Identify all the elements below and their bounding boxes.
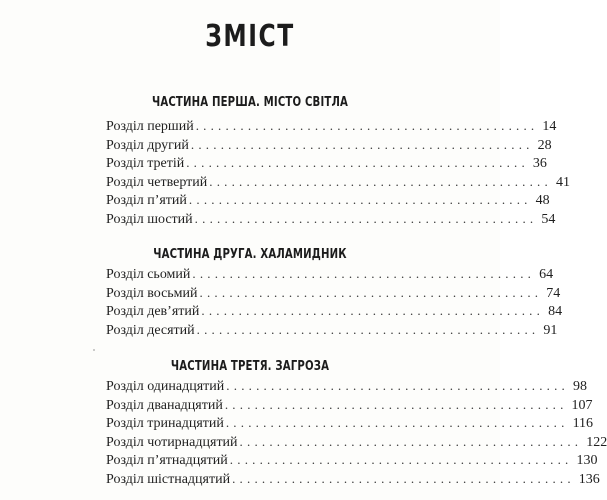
- entry-label: Розділ одинадцятий: [106, 379, 225, 394]
- entry-label: Розділ восьмий: [106, 285, 198, 301]
- entry-label: Розділ третій: [106, 156, 185, 172]
- toc-entry[interactable]: [106, 302, 563, 321]
- toc-entry[interactable]: [106, 321, 558, 340]
- entry-label: Розділ п’ятнадцятий: [106, 453, 228, 469]
- toc-entry[interactable]: [106, 265, 554, 284]
- toc-entry[interactable]: [106, 210, 556, 229]
- entry-page-number: 84: [548, 304, 563, 320]
- dot-leader: ..............................................: [225, 415, 569, 431]
- toc-entry[interactable]: [106, 470, 600, 489]
- dot-leader: ..............................................: [226, 378, 569, 393]
- dot-leader: ..............................................: [199, 284, 543, 300]
- entry-page-number: 130: [576, 453, 598, 469]
- entry-label: Розділ тринадцятий: [106, 416, 224, 432]
- toc-entry[interactable]: [106, 284, 561, 303]
- entry-page-number: 64: [539, 267, 554, 282]
- dot-leader: ..............................................: [192, 266, 536, 281]
- toc-entry[interactable]: [106, 377, 587, 396]
- entry-label: Розділ четвертий: [106, 174, 208, 190]
- entry-label: Розділ перший: [106, 119, 194, 134]
- dot-leader: ..............................................: [194, 210, 538, 226]
- part-heading-1: ЧАСТИНА ПЕРША. МІСТО СВІТЛА: [151, 95, 349, 110]
- print-speck: [93, 349, 95, 351]
- part-1-entries: [106, 117, 570, 229]
- toc-entry[interactable]: [106, 117, 557, 136]
- toc-entry[interactable]: [106, 451, 598, 470]
- entry-label: Розділ десятий: [106, 322, 195, 338]
- entry-label: Розділ другий: [106, 137, 189, 153]
- entry-page-number: 136: [578, 471, 600, 487]
- entry-label: Розділ сьомий: [106, 267, 191, 282]
- entry-label: Розділ шостий: [106, 211, 193, 227]
- dot-leader: ..............................................: [239, 433, 583, 449]
- entry-label: Розділ дев’ятий: [106, 304, 200, 320]
- dot-leader: ..............................................: [196, 321, 540, 337]
- dot-leader: ..............................................: [232, 470, 575, 486]
- toc-entry[interactable]: [106, 136, 552, 155]
- part-heading-2: ЧАСТИНА ДРУГА. ХАЛАМИДНИК: [153, 247, 347, 262]
- toc-entry[interactable]: [106, 433, 607, 452]
- toc-entry[interactable]: [106, 191, 550, 210]
- toc-entry[interactable]: [106, 396, 593, 415]
- entry-page-number: 107: [571, 397, 593, 413]
- part-2-entries: [106, 265, 563, 339]
- entry-page-number: 28: [537, 137, 552, 153]
- entry-page-number: 116: [572, 416, 594, 432]
- page-title: ЗМІСТ: [205, 19, 295, 54]
- dot-leader: ..............................................: [188, 192, 532, 208]
- entry-page-number: 74: [546, 285, 561, 301]
- entry-label: Розділ шістнадцятий: [106, 471, 231, 487]
- dot-leader: ..............................................: [201, 303, 545, 319]
- toc-entry[interactable]: [106, 154, 547, 173]
- entry-page-number: 48: [535, 193, 550, 209]
- entry-page-number: 54: [541, 211, 556, 227]
- entry-label: Розділ чотирнадцятий: [106, 434, 238, 450]
- entry-label: Розділ п’ятий: [106, 193, 187, 209]
- entry-page-number: 91: [543, 322, 558, 338]
- toc-entry[interactable]: [106, 173, 570, 192]
- dot-leader: ..............................................: [186, 155, 529, 171]
- dot-leader: ..............................................: [195, 118, 539, 133]
- entry-page-number: 122: [586, 434, 607, 450]
- toc-entry[interactable]: [106, 414, 594, 433]
- dot-leader: ..............................................: [224, 396, 568, 412]
- dot-leader: ..............................................: [209, 173, 552, 189]
- entry-page-number: 41: [555, 174, 570, 190]
- part-3-entries: [106, 377, 607, 489]
- dot-leader: ..............................................: [229, 452, 573, 468]
- entry-label: Розділ дванадцятий: [106, 397, 223, 413]
- dot-leader: ..............................................: [190, 136, 534, 152]
- entry-page-number: 98: [573, 379, 587, 394]
- entry-page-number: 36: [532, 156, 547, 172]
- entry-page-number: 14: [542, 119, 557, 134]
- part-heading-3: ЧАСТИНА ТРЕТЯ. ЗАГРОЗА: [170, 359, 330, 374]
